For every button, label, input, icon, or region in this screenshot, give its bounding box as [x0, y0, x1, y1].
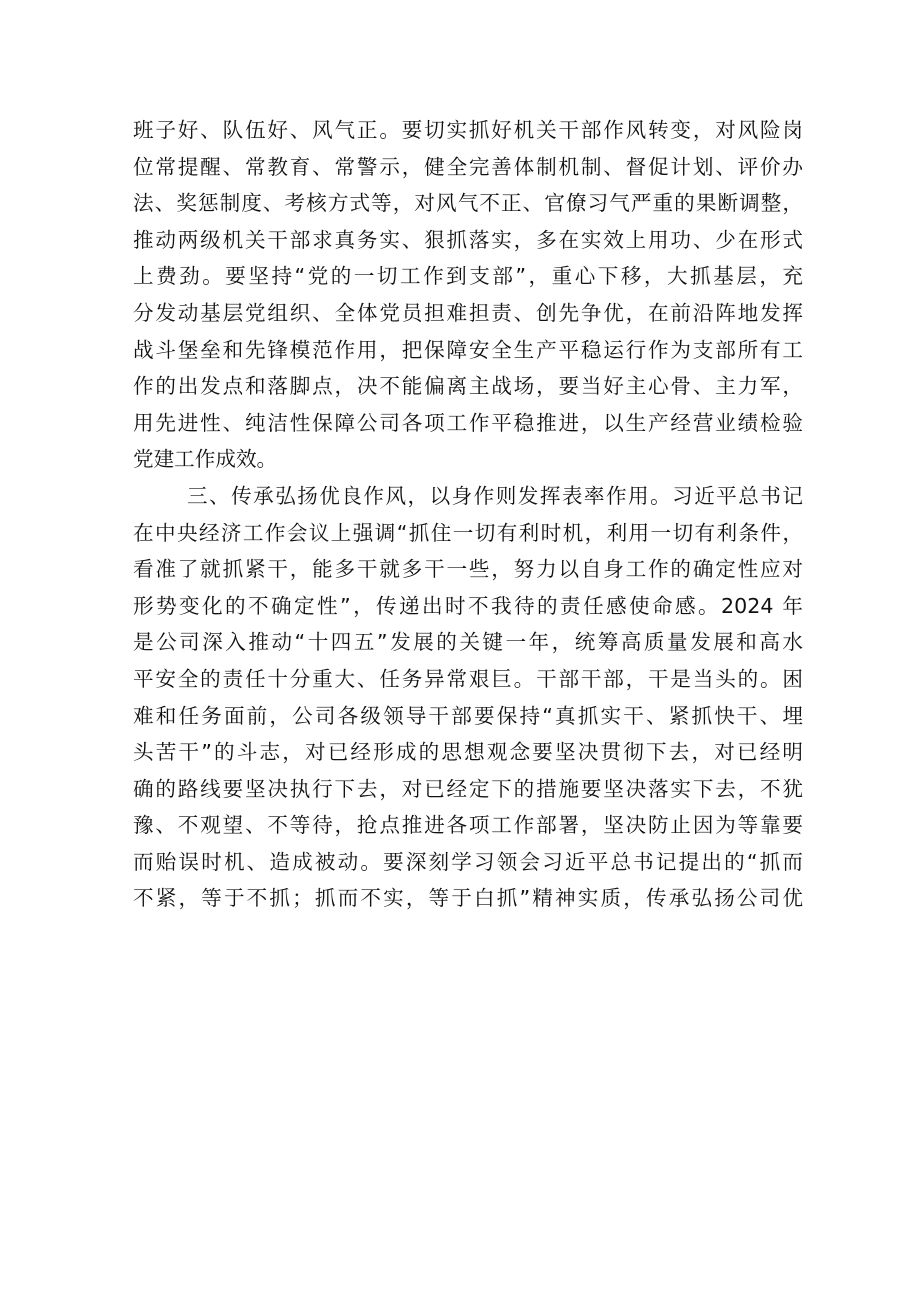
text-line: 用先进性、纯洁性保障公司各项工作平稳推进，以生产经营业绩检验: [133, 410, 803, 435]
text-line: 确的路线要坚决执行下去，对已经定下的措施要坚决落实下去，不犹: [133, 776, 803, 801]
text-line: 作的出发点和落脚点，决不能偏离主战场，要当好主心骨、主力军，: [133, 374, 803, 399]
text-line: 党建工作成效。: [133, 447, 278, 472]
text-line: 难和任务面前，公司各级领导干部要保持“真抓实干、紧抓快干、埋: [133, 703, 803, 728]
text-line: 而贻误时机、造成被动。要深刻学习领会习近平总书记提出的“抓而: [133, 849, 803, 874]
text-line: 在中央经济工作会议上强调“抓住一切有利时机，利用一切有利条件，: [133, 520, 803, 545]
text-line: 不紧，等于不抓；抓而不实，等于白抓”精神实质，传承弘扬公司优: [133, 886, 803, 911]
text-line: 平安全的责任十分重大、任务异常艰巨。干部干部，干是当头的。困: [133, 666, 803, 691]
text-line: 推动两级机关干部求真务实、狠抓落实，多在实效上用功、少在形式: [133, 227, 803, 252]
text-line: 战斗堡垒和先锋模范作用，把保障安全生产平稳运行作为支部所有工: [133, 337, 803, 362]
text-line: 形势变化的不确定性”，传递出时不我待的责任感使命感。2024 年: [133, 593, 803, 618]
text-line: 豫、不观望、不等待，抢点推进各项工作部署，坚决防止因为等靠要: [133, 813, 803, 838]
text-line: 法、奖惩制度、考核方式等，对风气不正、官僚习气严重的果断调整，: [133, 191, 803, 216]
text-line: 是公司深入推动“十四五”发展的关键一年，统筹高质量发展和高水: [133, 630, 803, 655]
text-line: 位常提醒、常教育、常警示，健全完善体制机制、督促计划、评价办: [133, 154, 803, 179]
section-heading-line: 三、传承弘扬优良作风，以身作则发挥表率作用。习近平总书记: [187, 483, 803, 508]
text-line: 分发动基层党组织、全体党员担难担责、创先争优，在前沿阵地发挥: [133, 300, 803, 325]
text-line: 上费劲。要坚持“党的一切工作到支部”，重心下移，大抓基层，充: [133, 264, 803, 289]
body-text: [133, 112, 803, 917]
text-line: 班子好、队伍好、风气正。要切实抓好机关干部作风转变，对风险岗: [133, 118, 803, 142]
text-line: 看准了就抓紧干，能多干就多干一些，努力以自身工作的确定性应对: [133, 557, 803, 582]
text-line: 头苦干”的斗志，对已经形成的思想观念要坚决贯彻下去，对已经明: [133, 740, 803, 765]
